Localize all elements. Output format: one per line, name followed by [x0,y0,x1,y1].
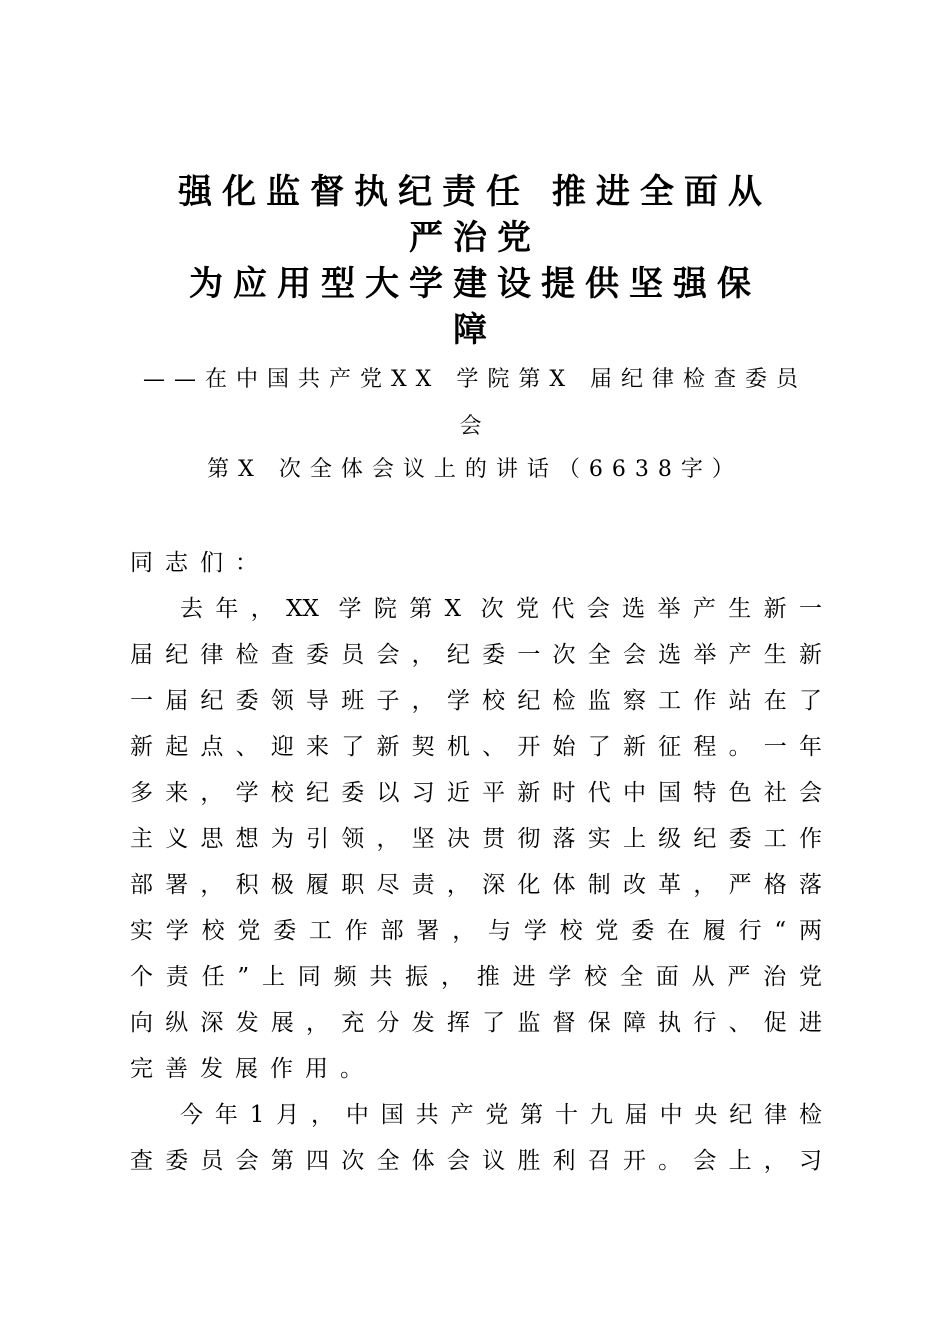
body-line: 届纪律检查委员会，纪委一次全会选举产生新 [130,642,822,668]
title-line-1: 强化监督执纪责任 推进全面从 [178,172,772,212]
title-line-3: 为应用型大学建设提供坚强保 [189,264,761,304]
body-line: 实学校党委工作部署，与学校党委在履行“两 [130,918,822,944]
body-line: 新起点、迎来了新契机、开始了新征程。一年 [130,734,822,760]
body-line: 完善发展作用。 [130,1056,375,1082]
body-line: 部署，积极履职尽责，深化体制改革，严格落 [130,872,822,898]
body-line: 向纵深发展，充分发挥了监督保障执行、促进 [130,1010,822,1036]
title-line-2: 严治党 [409,218,541,258]
subtitle-line-2: 会 [459,414,491,439]
greeting: 同志们： [130,550,270,576]
body-line: 个责任”上同频共振，推进学校全面从严治党 [130,964,822,990]
subtitle-line-1: ——在中国共产党XX 学院第X 届纪律检查委员 [143,367,807,392]
body-line: 多来，学校纪委以习近平新时代中国特色社会 [130,780,822,806]
subtitle-line-3: 第X 次全体会议上的讲话（6638字） [207,457,743,482]
body-line: 今年1月，中国共产党第十九届中央纪律检 [180,1102,822,1128]
title-line-4: 障 [453,310,497,350]
body-line: 主义思想为引领，坚决贯彻落实上级纪委工作 [130,826,822,852]
body-line: 一届纪委领导班子，学校纪检监察工作站在了 [130,688,822,714]
body-line: 去年，XX 学院第X 次党代会选举产生新一 [180,596,822,622]
body-line: 查委员会第四次全体会议胜利召开。会上，习 [130,1148,822,1174]
